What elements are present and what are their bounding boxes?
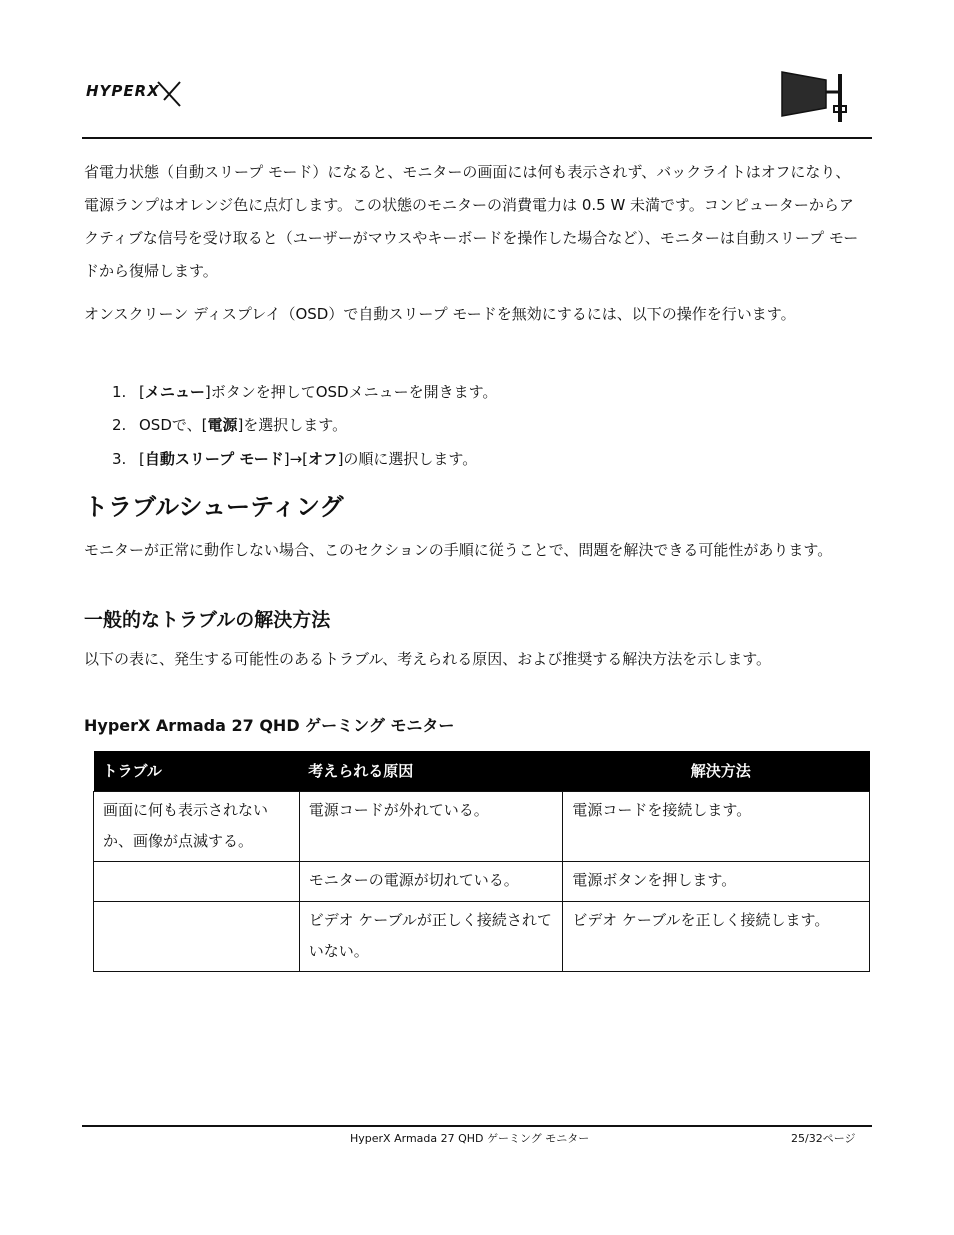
step-item [112, 443, 477, 476]
step-text: OSDで、[ [139, 416, 208, 434]
logo-x-mark-icon [154, 78, 184, 108]
intro-paragraph-2: オンスクリーン ディスプレイ（OSD）で自動スリープ モードを無効にするには、以下の操作を行います。 [84, 305, 796, 323]
logo-text: HYPERX [86, 82, 160, 100]
subsection-intro: 以下の表に、発生する可能性のあるトラブル、考えられる原因、および推奨する解決方法を示します。 [84, 650, 772, 668]
cell-cause: モニターの電源が切れている。 [299, 862, 563, 902]
header-problem: トラブル [94, 751, 300, 792]
step-item [112, 376, 497, 409]
table-title: HyperX Armada 27 QHD ゲーミング モニター [84, 716, 455, 735]
table-row [94, 862, 870, 902]
section-title: トラブルシューティング [84, 493, 344, 521]
table-row [94, 902, 870, 972]
cell-problem [94, 862, 300, 902]
step-text: ]を選択します。 [237, 416, 348, 434]
cell-cause: ビデオ ケーブルが正しく接続されていない。 [299, 902, 563, 972]
header-cause: 考えられる原因 [299, 751, 563, 792]
step-number: 3. [112, 450, 127, 468]
footer-title: HyperX Armada 27 QHD ゲーミング モニター [350, 1132, 590, 1145]
table-header-row [94, 751, 870, 792]
intro-paragraph-1: 省電力状態（自動スリープ モード）になると、モニターの画面には何も表示されず、バックライトはオフになり、電源ランプはオレンジ色に点灯します。この状態のモニターの消費電力は 0.5 W 未満です。コンピューターからアクティブな信号を受け取ると（ユーザーがマウスやキーボードを操作した場合など）、モニターは自動スリープ モードから復帰します。 [84, 163, 859, 280]
cell-solution: 電源ボタンを押します。 [563, 862, 870, 902]
step-number: 2. [112, 416, 127, 434]
section-intro: モニターが正常に動作しない場合、このセクションの手順に従うことで、問題を解決できる可能性があります。 [84, 541, 833, 559]
step-number: 1. [112, 383, 127, 401]
step-item [112, 409, 347, 442]
cell-problem: 画面に何も表示されないか、画像が点滅する。 [94, 792, 300, 862]
step-bold-text: オフ [308, 450, 338, 468]
header-rule [82, 137, 872, 139]
step-text: ]の順に選択します。 [337, 450, 478, 468]
step-text: ]ボタンを押してOSDメニューを開きます。 [204, 383, 498, 401]
footer-rule [82, 1125, 872, 1127]
table-row [94, 792, 870, 862]
step-text: ]→[ [283, 450, 309, 468]
monitor-arm-icon [780, 70, 852, 125]
cell-solution: 電源コードを接続します。 [563, 792, 870, 862]
page-number: 25/32ページ [791, 1132, 856, 1145]
cell-cause: 電源コードが外れている。 [299, 792, 563, 862]
cell-solution: ビデオ ケーブルを正しく接続します。 [563, 902, 870, 972]
header-solution: 解決方法 [563, 751, 870, 792]
hyperx-logo [86, 82, 160, 100]
step-bold-text: 自動スリープ モード [144, 450, 284, 468]
step-text: [ [139, 383, 145, 401]
step-bold-text: 電源 [207, 416, 238, 434]
step-text: [ [139, 450, 145, 468]
cell-problem [94, 902, 300, 972]
troubleshooting-table [93, 751, 870, 972]
step-bold-text: メニュー [144, 383, 205, 401]
subsection-title: 一般的なトラブルの解決方法 [84, 609, 331, 631]
